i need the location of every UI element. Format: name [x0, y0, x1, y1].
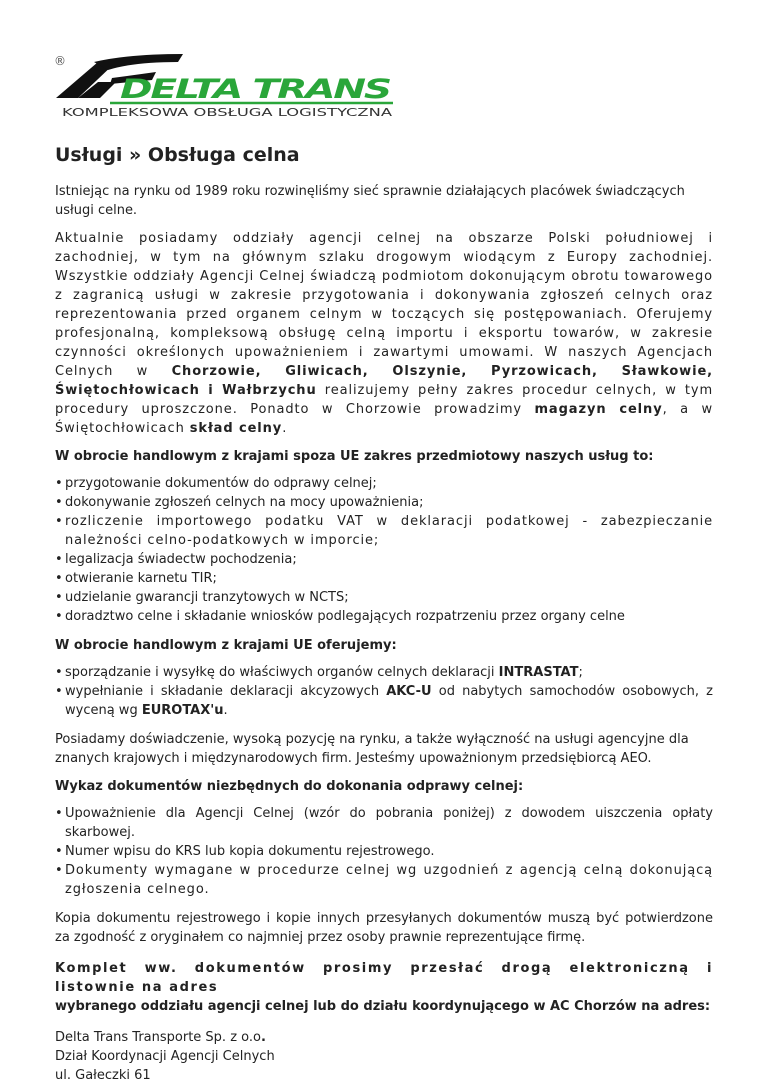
branches-paragraph: Aktualnie posiadamy oddziały agencji celnej na obszarze Polski południowej i zachodniej, w tym na głównym szlaku drogowym wiodącym z Europy zachodniej. Wszystkie oddziały Agencji Celnej świadczą podmiotom dokonującym obrotu towarowego z zagranicą usługi w zakresie przygotowania i dokonywania zgłoszeń celnych oraz reprezentowania przed organem celnym w toczących się postępowaniach. Oferujemy profesjonalną, kompleksową obsługę celną importu i eksportu towarów, w zakresie czynności określonych upoważnieniem i zawartymi umowami. W naszych Agencjach Celnych w Chorzowie, Gliwicach, Olszynie, Pyrzowicach, Sławkowie, Świętochłowicach i Wałbrzychu realizujemy pełny zakres procedur celnych, w tym procedury uproszczone. Ponadto w Chorzowie prowadzimy magazyn celny, a w Świętochłowicach skład celny. — [55, 231, 714, 436]
address-company: Delta Trans Transporte Sp. z o.o. — [55, 1030, 266, 1045]
list-item: • udzielanie gwarancji tranzytowych w NCTS; — [65, 588, 713, 607]
non-eu-heading: W obrocie handlowym z krajami spoza UE zakres przedmiotowy naszych usług to: — [55, 449, 654, 464]
send-instructions: Komplet ww. dokumentów prosimy przesłać drogą elektroniczną i listownie na adres wybranego oddziału agencji celnej lub do działu koordynującego w AC Chorzów na adres: — [55, 961, 713, 1014]
customs-warehouse: skład celny — [189, 421, 283, 436]
experience-paragraph: Posiadamy doświadczenie, wysoką pozycję na rynku, a także wyłączność na usługi agencyjne dla znanych krajowych i międzynarodowych firm. Jesteśmy upoważnionym przedsiębiorcą AEO. — [55, 732, 689, 766]
list-item: • Numer wpisu do KRS lub kopia dokumentu rejestrowego. — [65, 842, 713, 861]
intro-paragraph: Istniejąc na rynku od 1989 roku rozwinęliśmy sieć sprawnie działających placówek świadczących usługi celne. — [55, 184, 685, 218]
list-item: • otwieranie karnetu TIR; — [65, 569, 713, 588]
address-street: ul. Gałeczki 61 — [55, 1068, 151, 1083]
page-title: Usługi » Obsługa celna — [55, 144, 300, 166]
logo-brand-text: DELTA TRANS — [120, 74, 391, 105]
list-item: • rozliczenie importowego podatku VAT w deklaracji podatkowej - zabezpieczanie należności celno-podatkowych w imporcie; — [65, 512, 713, 550]
list-item: • Dokumenty wymagane w procedurze celnej wg uzgodnień z agencją celną dokonującą zgłoszenia celnego. — [65, 861, 713, 899]
list-item: • przygotowanie dokumentów do odprawy celnej; — [65, 474, 713, 493]
logo-tagline: KOMPLEKSOWA OBSŁUGA LOGISTYCZNA — [62, 107, 394, 119]
main-content — [55, 143, 713, 1085]
eu-heading: W obrocie handlowym z krajami UE oferujemy: — [55, 638, 397, 653]
documents-heading: Wykaz dokumentów niezbędnych do dokonania odprawy celnej: — [55, 779, 524, 794]
logo-swoosh-top — [94, 54, 183, 70]
copies-paragraph: Kopia dokumentu rejestrowego i kopie innych przesyłanych dokumentów muszą być potwierdzone za zgodność z oryginałem co najmniej przez osoby prawnie reprezentujące firmę. — [55, 911, 713, 945]
list-item: • Upoważnienie dla Agencji Celnej (wzór do pobrania poniżej) z dowodem uiszczenia opłaty skarbowej. — [65, 804, 713, 842]
postal-address — [55, 1028, 713, 1085]
list-item: • doradztwo celne i składanie wniosków podlegających rozpatrzeniu przez organy celne — [65, 607, 713, 626]
documents-list — [55, 804, 713, 899]
registered-mark: ® — [54, 54, 66, 68]
eu-services-list — [55, 663, 713, 720]
delta-trans-logo — [38, 48, 408, 128]
list-item: • sporządzanie i wysyłkę do właściwych organów celnych deklaracji INTRASTAT; — [65, 663, 713, 682]
non-eu-services-list — [55, 474, 713, 626]
bonded-warehouse: magazyn celny — [534, 402, 663, 417]
list-item: • legalizacja świadectw pochodzenia; — [65, 550, 713, 569]
list-item: • dokonywanie zgłoszeń celnych na mocy upoważnienia; — [65, 493, 713, 512]
list-item: • wypełnianie i składanie deklaracji akcyzowych AKC-U od nabytych samochodów osobowych, z wyceną wg EUROTAX'u. — [65, 682, 713, 720]
address-department: Dział Koordynacji Agencji Celnych — [55, 1049, 275, 1064]
cities-list: Chorzowie, Gliwicach, Olszynie, Pyrzowicach, Sławkowie, Świętochłowicach i Wałbrzychu — [55, 364, 713, 398]
